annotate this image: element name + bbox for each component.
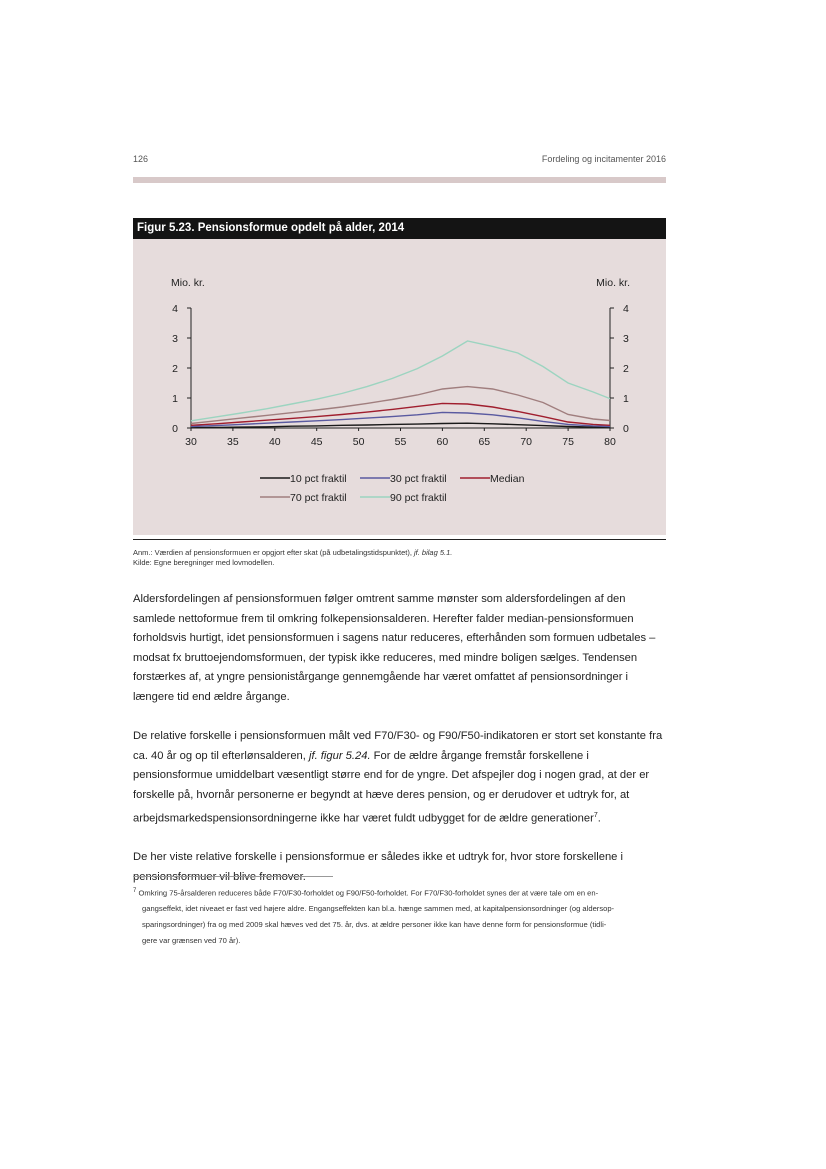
x-tick-label: 70 <box>520 436 533 448</box>
footnote-line-2: gangseffekt, idet niveaet er fast ved højere aldre. Engangseffekten kan bl.a. hænge sammen med, at kapitalpensionsordninger (og aldersop- <box>142 904 615 914</box>
y-tick-label-left: 0 <box>172 423 178 435</box>
figure-note <box>133 548 452 557</box>
paragraph-2-end: For de ældre årgange fremstår forskellene i pensionsformue umiddelbart væsentligt større end for de yngre. Det afspejler dog i nogen grad, at der er forskelle på, hvornår personerne er begyndt at hæve deres pension, og er derudover et udtryk for, at arbejdsmarkedspensionsordningerne ikke har været fuldt udbygget for de ældre generationer <box>133 749 650 825</box>
chart-panel <box>133 239 666 535</box>
paragraph-1: Aldersfordelingen af pensionsformuen følger omtrent samme mønster som aldersfordelingen af den samlede nettoformue frem til omkring folkepensionsalderen. Herefter falder median-pensionsformuen forholdsvis hurtigt, idet pensionsformuen i sagens natur reduceres, efterhånden som formuen udbetales – modsat fx bruttoejendomsformuen, der typisk ikke reduceres, med mindre boligen sælges. Tendensen forstærkes af, at yngre pensionistårgange gennemgående har været omfattet af pensionsordninger i længere tid end ældre årgange. <box>133 593 656 703</box>
legend-label: 90 pct fraktil <box>390 492 447 504</box>
page-number: 126 <box>133 154 149 164</box>
publication-title: Fordeling og incitamenter 2016 <box>541 154 666 164</box>
figure-bottom-rule <box>133 539 666 540</box>
header-divider <box>133 177 666 183</box>
legend-label: Median <box>490 473 525 485</box>
x-tick-label: 60 <box>436 436 449 448</box>
body-text <box>133 590 668 907</box>
paragraph-2-start: De relative forskelle i pensionsformuen målt ved F70/F30- og F90/F50-indikatoren er stort set konstante fra ca. 40 år og op til efterlønsalderen, <box>133 730 663 762</box>
legend-label: 10 pct fraktil <box>290 473 347 485</box>
y-tick-label-left: 1 <box>172 393 178 405</box>
y-tick-label-right: 0 <box>623 423 629 435</box>
x-tick-label: 80 <box>604 436 616 448</box>
legend-label: 30 pct fraktil <box>390 473 447 485</box>
footnote-line-3: sparingsordninger) fra og med 2009 skal hæves ved det 75. år, dvs. at ældre personer ikke kan have denne form for pensionsformue (tidli- <box>142 920 607 930</box>
y-tick-label-left: 3 <box>172 333 178 345</box>
y-tick-label-right: 1 <box>623 393 629 405</box>
footnote-line-1 <box>133 884 663 901</box>
footnote-marker: 7 <box>593 811 598 819</box>
legend-label: 70 pct fraktil <box>290 492 347 504</box>
footnote-line-1-text: Omkring 75-årsalderen reduceres både F70/F30-forholdet og F90/F50-forholdet. For F70/F30-forholdet synes der at være tale om en en- <box>138 888 599 898</box>
x-tick-label: 35 <box>227 436 239 448</box>
footnote-number: 7 <box>133 888 137 894</box>
x-tick-label: 75 <box>562 436 574 448</box>
y-tick-label-right: 3 <box>623 333 629 345</box>
paragraph-2 <box>133 727 668 829</box>
footnote <box>133 884 663 949</box>
y-axis-label-right: Mio. kr. <box>596 277 630 289</box>
y-axis-label-left: Mio. kr. <box>171 277 205 289</box>
figure-source: Kilde: Egne beregninger med lovmodellen. <box>133 558 275 567</box>
y-tick-label-left: 2 <box>172 363 178 375</box>
footnote-line-4: gere var grænsen ved 70 år). <box>142 935 241 945</box>
footnote-divider <box>133 876 333 877</box>
y-tick-label-right: 2 <box>623 363 629 375</box>
x-tick-label: 50 <box>352 436 365 448</box>
x-tick-label: 40 <box>268 436 281 448</box>
x-tick-label: 55 <box>394 436 407 448</box>
paragraph-3: De her viste relative forskelle i pensionsformue er således ikke et udtryk for, hvor store forskellene i pensionsformuer vil blive fremover. <box>133 851 623 884</box>
note-text: Anm.: Værdien af pensionsformuen er opgjort efter skat (på udbetalingstidspunktet), <box>133 548 414 557</box>
paragraph-2-period: . <box>597 812 601 825</box>
y-tick-label-left: 4 <box>172 303 178 315</box>
note-reference: jf. bilag 5.1. <box>414 548 453 557</box>
line-chart <box>133 239 666 535</box>
x-tick-label: 65 <box>478 436 491 448</box>
figure-reference: jf. figur 5.24. <box>309 749 371 762</box>
figure-title: Figur 5.23. Pensionsformue opdelt på alder, 2014 <box>133 218 666 239</box>
x-tick-label: 30 <box>185 436 197 448</box>
y-tick-label-right: 4 <box>623 303 629 315</box>
x-tick-label: 45 <box>310 436 323 448</box>
